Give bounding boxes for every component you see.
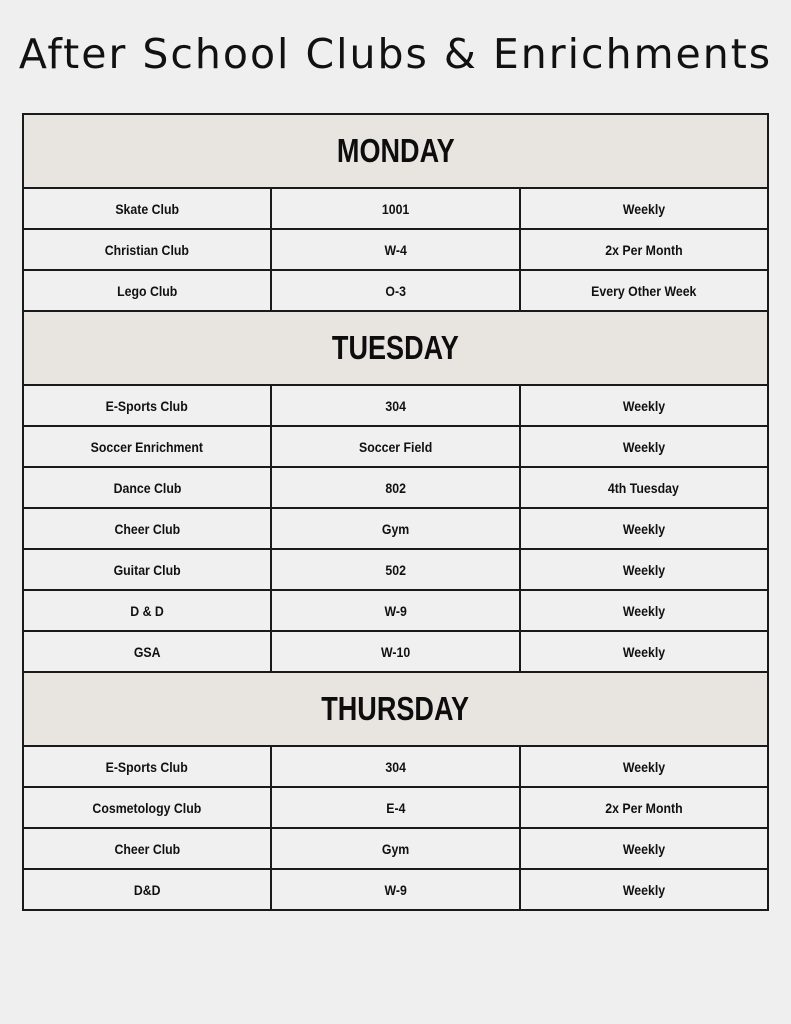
club-name-cell: Skate Club [24,189,270,228]
club-name-cell: D & D [24,591,270,630]
room-cell: 304 [270,747,518,786]
room-cell: Gym [270,509,518,548]
club-name-cell: Cosmetology Club [24,788,270,827]
page-title: After School Clubs & Enrichments [18,30,773,78]
room-cell: W-10 [270,632,518,671]
table-row [24,829,767,870]
room-cell: E-4 [270,788,518,827]
schedule-table [22,113,769,911]
frequency-cell: Weekly [519,550,767,589]
day-header-monday [24,115,767,189]
table-row [24,788,767,829]
frequency-cell: Weekly [519,870,767,909]
frequency-cell: Weekly [519,829,767,868]
table-row [24,468,767,509]
frequency-cell: 4th Tuesday [519,468,767,507]
room-cell: Gym [270,829,518,868]
table-row [24,870,767,909]
table-row [24,632,767,673]
day-header-thursday [24,673,767,747]
frequency-cell: Every Other Week [519,271,767,310]
club-name-cell: E-Sports Club [24,747,270,786]
frequency-cell: Weekly [519,632,767,671]
frequency-cell: Weekly [519,591,767,630]
club-name-cell: Lego Club [24,271,270,310]
table-row [24,591,767,632]
table-row [24,386,767,427]
frequency-cell: 2x Per Month [519,230,767,269]
club-name-cell: Dance Club [24,468,270,507]
frequency-cell: Weekly [519,509,767,548]
frequency-cell: Weekly [519,386,767,425]
club-name-cell: Christian Club [24,230,270,269]
table-row [24,230,767,271]
day-label: THURSDAY [321,690,470,727]
room-cell: O-3 [270,271,518,310]
club-name-cell: Guitar Club [24,550,270,589]
room-cell: 802 [270,468,518,507]
club-name-cell: GSA [24,632,270,671]
room-cell: 502 [270,550,518,589]
frequency-cell: Weekly [519,427,767,466]
day-header-tuesday [24,312,767,386]
room-cell: W-9 [270,870,518,909]
table-row [24,189,767,230]
day-label: MONDAY [336,132,455,169]
frequency-cell: Weekly [519,189,767,228]
club-name-cell: E-Sports Club [24,386,270,425]
room-cell: 304 [270,386,518,425]
room-cell: Soccer Field [270,427,518,466]
room-cell: 1001 [270,189,518,228]
table-row [24,427,767,468]
club-name-cell: D&D [24,870,270,909]
room-cell: W-9 [270,591,518,630]
club-name-cell: Cheer Club [24,509,270,548]
frequency-cell: 2x Per Month [519,788,767,827]
day-label: TUESDAY [332,329,459,366]
table-row [24,271,767,312]
table-row [24,509,767,550]
frequency-cell: Weekly [519,747,767,786]
table-row [24,747,767,788]
club-name-cell: Soccer Enrichment [24,427,270,466]
table-row [24,550,767,591]
room-cell: W-4 [270,230,518,269]
club-name-cell: Cheer Club [24,829,270,868]
